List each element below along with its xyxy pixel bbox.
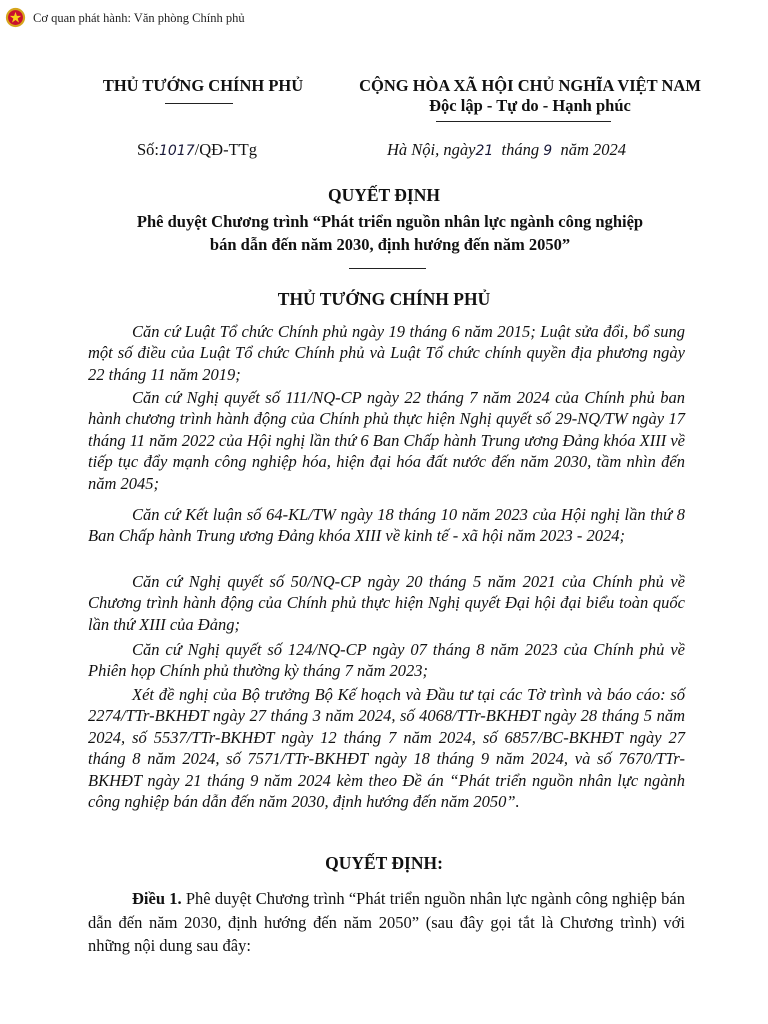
legal-basis-1: Căn cứ Luật Tổ chức Chính phủ ngày 19 tháng 6 năm 2015; Luật sửa đổi, bổ sung một số điều của Luật Tổ chức Chính phủ và Luật Tổ chức chính quyền địa phương ngày 22 tháng 11 năm 2019; bbox=[88, 322, 685, 384]
issuer-bar bbox=[0, 0, 768, 36]
year-label: năm 2024 bbox=[560, 140, 626, 159]
month-handwritten: 9 bbox=[543, 143, 553, 159]
issuer-text: Cơ quan phát hành: Văn phòng Chính phủ bbox=[33, 11, 245, 25]
place-label: Hà Nội, ngày bbox=[387, 140, 476, 159]
subtitle-line-2: bán dẫn đến năm 2030, định hướng đến năm 2050” bbox=[209, 235, 571, 254]
number-suffix: /QĐ-TTg bbox=[194, 140, 257, 159]
legal-basis-5: Căn cứ Nghị quyết số 124/NQ-CP ngày 07 tháng 8 năm 2023 của Chính phủ về Phiên họp Chính phủ thường kỳ tháng 7 năm 2023; bbox=[88, 640, 685, 681]
subtitle-underline bbox=[349, 268, 426, 269]
motto-underline bbox=[436, 121, 611, 122]
decision-subtitle bbox=[80, 210, 700, 256]
number-handwritten: 1017 bbox=[159, 143, 195, 159]
authority-underline bbox=[165, 103, 233, 104]
article-1-text: Phê duyệt Chương trình “Phát triển nguồn nhân lực ngành công nghiệp bán dẫn đến năm 2030, định hướng đến năm 2050” (sau đây gọi tắt là Chương trình) với những nội dung sau đây: bbox=[88, 889, 685, 955]
national-emblem-icon bbox=[5, 7, 26, 28]
legal-basis-3: Căn cứ Kết luận số 64-KL/TW ngày 18 tháng 10 năm 2023 của Hội nghị lần thứ 8 Ban Chấp hành Trung ương Đảng khóa XIII về kinh tế - xã hội năm 2023 - 2024; bbox=[88, 505, 685, 546]
legal-basis-2: Căn cứ Nghị quyết số 111/NQ-CP ngày 22 tháng 7 năm 2024 của Chính phủ ban hành chương trình hành động của Chính phủ thực hiện Nghị quyết số 29-NQ/TW ngày 17 tháng 11 năm 2022 của Hội nghị lần thứ 6 Ban Chấp hành Trung ương Đảng khóa XIII về tiếp tục đẩy mạnh công nghiệp hóa, hiện đại hóa đất nước đến năm 2030, tầm nhìn đến năm 2045; bbox=[88, 388, 685, 493]
national-header bbox=[320, 76, 740, 116]
document-number bbox=[137, 140, 257, 160]
day-handwritten: 21 bbox=[475, 143, 494, 159]
article-1-label: Điều 1. bbox=[132, 889, 182, 908]
number-prefix: Số: bbox=[137, 140, 160, 159]
month-label: tháng bbox=[501, 140, 540, 159]
national-motto: Độc lập - Tự do - Hạnh phúc bbox=[429, 96, 631, 115]
authority-heading: THỦ TƯỚNG CHÍNH PHỦ bbox=[277, 289, 491, 309]
national-name: CỘNG HÒA XÃ HỘI CHỦ NGHĨA VIỆT NAM bbox=[359, 76, 701, 95]
place-date bbox=[387, 140, 626, 160]
article-1 bbox=[88, 887, 685, 958]
issuing-authority: THỦ TƯỚNG CHÍNH PHỦ bbox=[102, 76, 304, 95]
subtitle-line-1: Phê duyệt Chương trình “Phát triển nguồn nhân lực ngành công nghiệp bbox=[136, 212, 644, 231]
legal-basis-6: Xét đề nghị của Bộ trưởng Bộ Kế hoạch và Đầu tư tại các Tờ trình và báo cáo: số 2274/TTr-BKHĐT ngày 27 tháng 3 năm 2024, số 4068/TTr-BKHĐT ngày 28 tháng 5 năm 2024, số 5537/TTr-BKHĐT ngày 12 tháng 7 năm 2024, số 6857/BC-BKHĐT ngày 27 tháng 8 năm 2024, số 7571/TTr-BKHĐT ngày 18 tháng 9 năm 2024, và số 7670/TTr-BKHĐT ngày 21 tháng 9 năm 2024 kèm theo Đề án “Phát triển nguồn nhân lực ngành công nghiệp bán dẫn đến năm 2030, định hướng đến năm 2050”. bbox=[88, 685, 685, 812]
legal-basis-4: Căn cứ Nghị quyết số 50/NQ-CP ngày 20 tháng 5 năm 2021 của Chính phủ về Chương trình hành động của Chính phủ thực hiện Nghị quyết Đại hội đại biểu toàn quốc lần thứ XIII của Đảng; bbox=[88, 572, 685, 634]
decides-heading: QUYẾT ĐỊNH: bbox=[325, 853, 443, 873]
decision-title: QUYẾT ĐỊNH bbox=[328, 185, 440, 205]
